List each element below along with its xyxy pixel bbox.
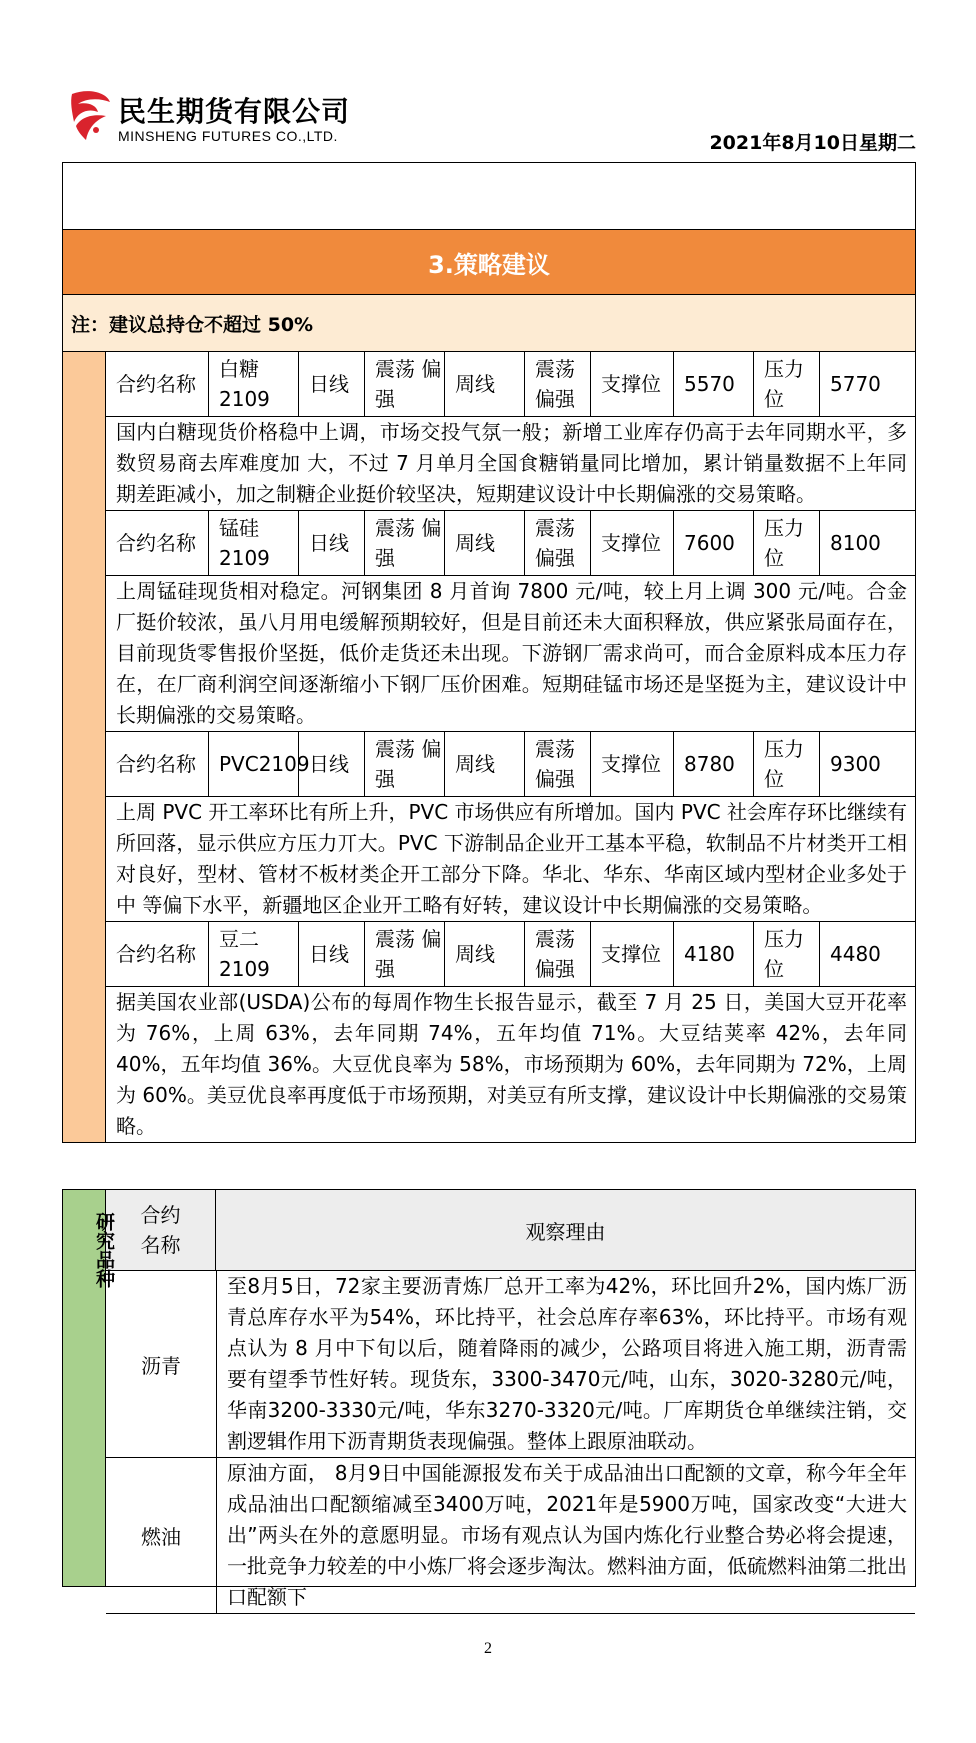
- support-value: 5570: [674, 352, 754, 416]
- weekly-trend: 震荡 偏强: [525, 732, 591, 796]
- position-note: 注：建议总持仓不超过 50%: [63, 295, 915, 352]
- weekly-label: 周线: [445, 922, 525, 986]
- observation-name: 燃油: [106, 1458, 217, 1613]
- observation-reason: 原油方面， 8月9日中国能源报发布关于成品油出口配额的文章，称今年全年成品油出口配额缩减至3400万吨，2021年是5900万吨，国家改变“大进大出”两头在外的意愿明显。市场有观点认为国内炼化行业整合势必将会提速，一批竞争力较差的中小炼厂将会逐步淘汰。燃料油方面，低硫燃料油第二批出口配额下: [227, 1461, 907, 1609]
- support-label: 支撑位: [591, 511, 674, 575]
- contract-name-label: 合约名称: [106, 352, 209, 416]
- observation-side-bar: [63, 1190, 115, 1586]
- company-logo: [66, 86, 366, 152]
- daily-label: 日线: [299, 732, 365, 796]
- resistance-value: 8100: [830, 531, 881, 555]
- resistance-label: 压力 位: [754, 732, 820, 796]
- contract-code: PVC2109: [209, 732, 299, 796]
- support-label: 支撑位: [591, 352, 674, 416]
- strategy-section: [62, 162, 916, 1143]
- blank-row: [63, 163, 915, 230]
- weekly-label: 周线: [445, 732, 525, 796]
- col-contract-name: 合约 名称: [106, 1190, 216, 1270]
- contract-description: 国内白糖现货价格稳中上调，市场交投气氛一般；新增工业库存仍高于去年同期水平，多数贸易商去库难度加 大，不过 7 月单月全国食糖销量同比增加，累计销量数据不上年同期差距减小，加之制糖企业挺价较坚决，短期建议设计中长期偏涨的交易策略。: [106, 417, 915, 511]
- daily-label: 日线: [299, 352, 365, 416]
- support-label: 支撑位: [591, 922, 674, 986]
- contract-description: 上周 PVC 开工率环比有所上升，PVC 市场供应有所增加。国内 PVC 社会库存环比继续有 所回落，显示供应方压力丌大。PVC 下游制品企业开工基本平稳，软制品不片材类开工相 对良好，型材、管材不板材类企开工部分下降。华北、华东、华南区域内型材企业多处于中 等偏下水平，新疆地区企业开工略有好转，建议设计中长期偏涨的交易策略。: [106, 797, 915, 922]
- daily-label: 日线: [299, 511, 365, 575]
- contract-row: [106, 732, 915, 797]
- daily-label: 日线: [299, 922, 365, 986]
- observation-row: [106, 1271, 915, 1458]
- contract-row: [106, 511, 915, 576]
- resistance-label: 压力 位: [754, 922, 820, 986]
- contract-code: 锰硅 2109: [209, 511, 299, 575]
- contract-code: 豆二 2109: [209, 922, 299, 986]
- observation-name: 沥青: [106, 1271, 217, 1457]
- daily-trend: 震荡 偏强: [365, 352, 445, 416]
- resistance-label: 压力 位: [754, 511, 820, 575]
- strategy-content: [106, 352, 915, 1142]
- contract-name-label: 合约名称: [106, 732, 209, 796]
- observation-side-label: 研究品种: [93, 1212, 115, 1288]
- daily-trend: 震荡 偏强: [365, 922, 445, 986]
- section-title: 3.策略建议: [63, 230, 915, 295]
- resistance-value: 4480: [830, 942, 881, 966]
- observation-table: [62, 1189, 916, 1609]
- contract-description: 上周锰硅现货相对稳定。河钢集团 8 月首询 7800 元/吨，较上月上调 300 元/吨。合金厂挺价较浓，虽八月用电缓解预期较好，但是目前还未大面积释放，供应紧张局面存在，目前现货零售报价坚挺，低价走货还未出现。下游钢厂需求尚可，而合金原料成本压力存在，在厂商利润空间逐渐缩小下钢厂压价困难。短期硅锰市场还是坚挺为主，建议设计中长期偏涨的交易策略。: [106, 576, 915, 732]
- col-reason: 观察理由: [525, 1219, 606, 1244]
- support-label: 支撑位: [591, 732, 674, 796]
- observation-header-row: [106, 1190, 915, 1271]
- logo-mark-icon: [66, 86, 114, 146]
- contract-name-label: 合约名称: [106, 511, 209, 575]
- weekly-trend: 震荡 偏强: [525, 352, 591, 416]
- weekly-trend: 震荡 偏强: [525, 511, 591, 575]
- contract-description: 据美国农业部(USDA)公布的每周作物生长报告显示，截至 7 月 25 日，美国大豆开花率为 76%，上周 63%，去年同期 74%，五年均值 71%。大豆结荚率 42%，去年同 40%，五年均值 36%。大豆优良率为 58%，市场预期为 60%，去年同期为 72%，上周为 60%。美豆优良率再度低于市场预期，对美豆有所支撑，建议设计中长期偏涨的交易策略。: [116, 990, 907, 1138]
- resistance-label: 压力 位: [754, 352, 820, 416]
- observation-content: [106, 1190, 915, 1609]
- company-name-en: MINSHENG FUTURES CO.,LTD.: [118, 128, 338, 144]
- weekly-label: 周线: [445, 352, 525, 416]
- contract-row: [106, 922, 915, 987]
- resistance-value: 9300: [830, 752, 881, 776]
- observation-row: [106, 1458, 915, 1614]
- weekly-trend: 震荡 偏强: [525, 922, 591, 986]
- strategy-table: [63, 352, 915, 1142]
- contract-row: [106, 352, 915, 417]
- contract-code: 白糖 2109: [209, 352, 299, 416]
- strategy-side-bar: [63, 352, 106, 1142]
- weekly-label: 周线: [445, 511, 525, 575]
- support-value: 4180: [674, 922, 754, 986]
- page-number: 2: [484, 1640, 492, 1657]
- observation-reason: 至8月5日，72家主要沥青炼厂总开工率为42%，环比回升2%，国内炼厂沥青总库存水平为54%，环比持平，社会总库存率63%，环比持平。市场有观点认为 8 月中下旬以后，随着降雨的减少，公路项目将进入施工期，沥青需要有望季节性好转。现货东，3300-3470元/吨，山东，3020-3280元/吨，华南3200-3330元/吨，华东3270-3320元/吨。厂库期货仓单继续注销，交割逻辑作用下沥青期货表现偏强。整体上跟原油联动。: [227, 1274, 907, 1453]
- resistance-value: 5770: [830, 372, 881, 396]
- daily-trend: 震荡 偏强: [365, 511, 445, 575]
- daily-trend: 震荡 偏强: [365, 732, 445, 796]
- report-date: 2021年8月10日星期二: [709, 132, 916, 154]
- support-value: 8780: [674, 732, 754, 796]
- contract-name-label: 合约名称: [106, 922, 209, 986]
- support-value: 7600: [674, 511, 754, 575]
- company-name-cn: 民生期货有限公司: [118, 95, 351, 128]
